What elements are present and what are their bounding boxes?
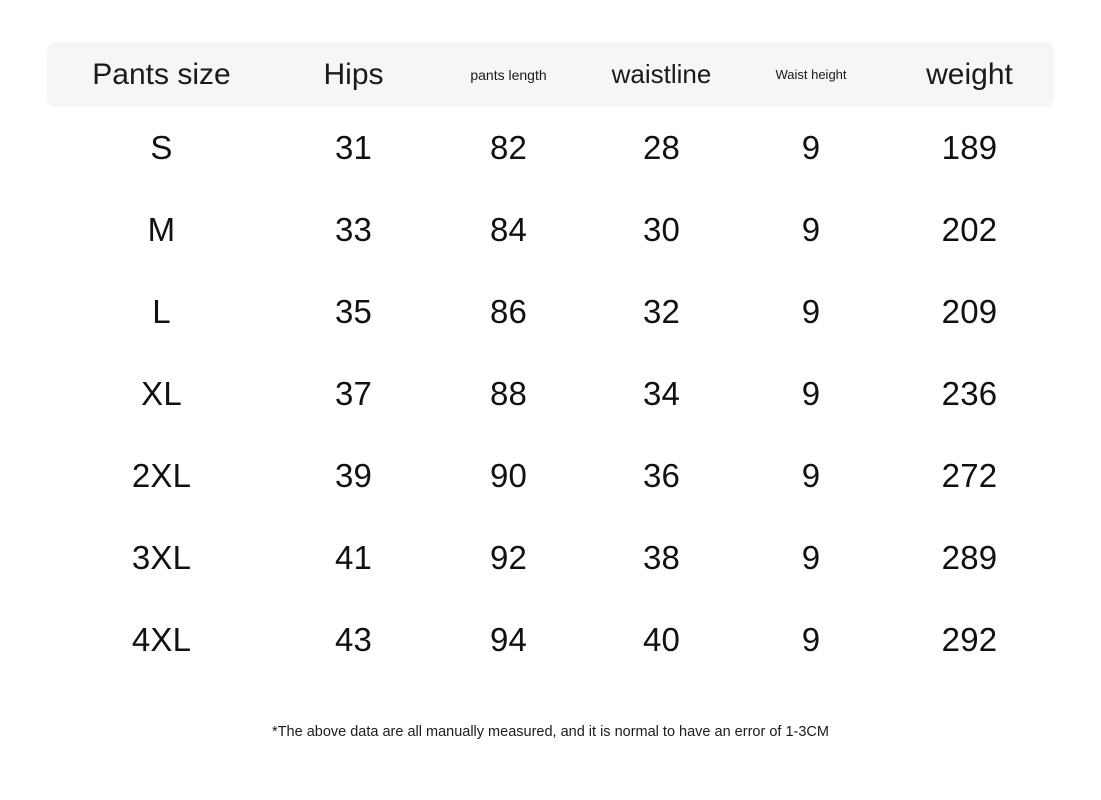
column-header-pants-size: Pants size — [92, 57, 231, 91]
cell-waist-height: 9 — [801, 211, 821, 248]
cell-hips: 31 — [334, 129, 373, 166]
cell-waist-height: 9 — [801, 129, 821, 166]
cell-hips: 41 — [334, 539, 373, 576]
table-row — [47, 107, 1054, 189]
cell-waist-height: 9 — [801, 621, 821, 658]
cell-weight: 289 — [941, 539, 998, 576]
size-chart-table — [47, 42, 1054, 681]
cell-pants-length: 90 — [489, 457, 528, 494]
table-row — [47, 435, 1054, 517]
cell-waist-height: 9 — [801, 375, 821, 412]
table-row — [47, 599, 1054, 681]
table-row — [47, 353, 1054, 435]
cell-pants-length: 86 — [489, 293, 528, 330]
cell-weight: 189 — [941, 129, 998, 166]
cell-size: L — [152, 293, 171, 330]
cell-weight: 292 — [941, 621, 998, 658]
column-header-pants-length: pants length — [470, 66, 547, 83]
table-row — [47, 517, 1054, 599]
cell-pants-length: 94 — [489, 621, 528, 658]
cell-size: M — [147, 211, 176, 248]
cell-size: 2XL — [131, 457, 192, 494]
table-header-row — [47, 42, 1054, 107]
cell-size: 4XL — [131, 621, 192, 658]
size-chart-container — [47, 42, 1054, 681]
column-header-weight: weight — [926, 57, 1013, 91]
column-header-waistline: waistline — [611, 59, 712, 89]
cell-waistline: 28 — [642, 129, 681, 166]
cell-weight: 236 — [941, 375, 998, 412]
cell-waistline: 40 — [642, 621, 681, 658]
table-row — [47, 189, 1054, 271]
cell-waist-height: 9 — [801, 457, 821, 494]
column-header-hips: Hips — [323, 57, 384, 91]
cell-hips: 43 — [334, 621, 373, 658]
cell-waistline: 30 — [642, 211, 681, 248]
cell-hips: 33 — [334, 211, 373, 248]
cell-waistline: 34 — [642, 375, 681, 412]
column-header-waist-height: Waist height — [775, 67, 847, 82]
cell-pants-length: 84 — [489, 211, 528, 248]
cell-pants-length: 88 — [489, 375, 528, 412]
cell-waistline: 36 — [642, 457, 681, 494]
cell-weight: 272 — [941, 457, 998, 494]
cell-pants-length: 82 — [489, 129, 528, 166]
table-header — [47, 42, 1054, 107]
measurement-disclaimer: *The above data are all manually measured, and it is normal to have an error of 1-3CM — [272, 724, 829, 740]
cell-waist-height: 9 — [801, 293, 821, 330]
cell-pants-length: 92 — [489, 539, 528, 576]
cell-hips: 35 — [334, 293, 373, 330]
cell-size: S — [150, 129, 173, 166]
cell-size: 3XL — [131, 539, 192, 576]
cell-size: XL — [141, 375, 182, 412]
cell-waistline: 32 — [642, 293, 681, 330]
cell-weight: 202 — [941, 211, 998, 248]
cell-waist-height: 9 — [801, 539, 821, 576]
cell-hips: 39 — [334, 457, 373, 494]
table-row — [47, 271, 1054, 353]
table-body — [47, 107, 1054, 681]
cell-waistline: 38 — [642, 539, 681, 576]
cell-weight: 209 — [941, 293, 998, 330]
cell-hips: 37 — [334, 375, 373, 412]
